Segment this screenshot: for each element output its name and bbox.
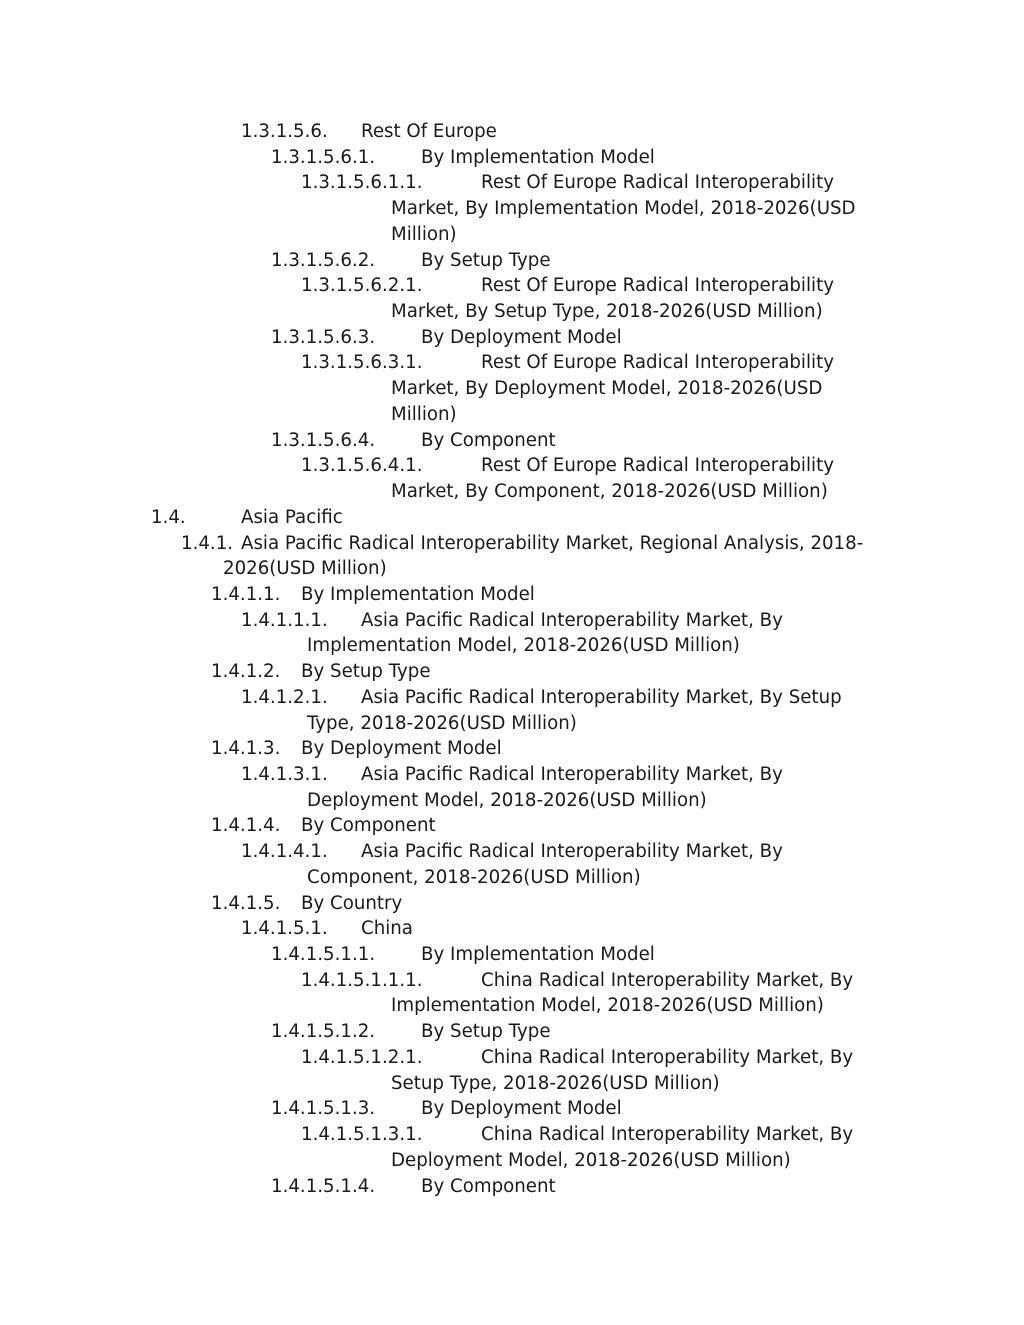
toc-entry-title-continuation: Implementation Model, 2018-2026(USD Million) xyxy=(307,635,740,657)
toc-entry-title-continuation: Market, By Setup Type, 2018-2026(USD Million) xyxy=(391,301,823,323)
toc-entry-title-continuation: 2026(USD Million) xyxy=(223,558,387,580)
toc-entry-title: By Setup Type xyxy=(301,661,431,683)
toc-entry-number: 1.4.1.5.1.1.1. xyxy=(301,969,423,991)
toc-entry-title: Rest Of Europe Radical Interoperability xyxy=(481,172,834,194)
toc-entry-number: 1.4.1.5.1.4. xyxy=(271,1175,376,1197)
toc-entry-title: By Component xyxy=(421,429,556,451)
toc-entry-title: By Deployment Model xyxy=(421,1098,622,1120)
toc-entry-title: By Setup Type xyxy=(421,249,551,271)
toc-entry-title: China Radical Interoperability Market, By xyxy=(481,969,854,991)
toc-entry-number: 1.4.1.2.1. xyxy=(241,686,328,708)
toc-entry-title-continuation: Deployment Model, 2018-2026(USD Million) xyxy=(307,789,707,811)
toc-entry-number: 1.4. xyxy=(151,506,186,528)
toc-entry-title-continuation: Deployment Model, 2018-2026(USD Million) xyxy=(391,1149,791,1171)
toc-entry-number: 1.4.1.5.1. xyxy=(241,918,328,940)
toc-entry-title: By Deployment Model xyxy=(421,326,622,348)
toc-entry-title: Rest Of Europe xyxy=(361,121,497,142)
toc-entry-title: Asia Pacific xyxy=(241,506,343,528)
toc-entry-number: 1.4.1.5.1.2. xyxy=(271,1021,376,1043)
toc-entry-number: 1.4.1.3.1. xyxy=(241,764,328,785)
toc-entry-title-continuation: Component, 2018-2026(USD Million) xyxy=(307,866,641,888)
toc-entry-number: 1.4.1.4.1. xyxy=(241,841,328,863)
toc-entry-number: 1.3.1.5.6.1. xyxy=(271,146,376,168)
toc-entry-title-continuation: Million) xyxy=(391,403,457,425)
toc-entry-number: 1.4.1. xyxy=(181,532,234,554)
toc-entry-number: 1.4.1.5. xyxy=(211,892,281,914)
toc-entry-number: 1.4.1.5.1.3.1. xyxy=(301,1124,423,1146)
toc-entry-title: By Setup Type xyxy=(421,1021,551,1043)
toc-entry-number: 1.4.1.5.1.2.1. xyxy=(301,1046,423,1068)
toc-entry-number: 1.4.1.5.1.3. xyxy=(271,1098,376,1120)
toc-entry-number: 1.3.1.5.6.3. xyxy=(271,326,376,348)
toc-entry-number: 1.4.1.3. xyxy=(211,738,281,760)
toc-entry-title: Rest Of Europe Radical Interoperability xyxy=(481,275,834,297)
toc-entry-title: Rest Of Europe Radical Interoperability xyxy=(481,352,834,374)
toc-entry-title: China Radical Interoperability Market, By xyxy=(481,1124,854,1146)
toc-entry-number: 1.3.1.5.6.4.1. xyxy=(301,455,423,477)
toc-entry-number: 1.3.1.5.6.1.1. xyxy=(301,172,423,194)
toc-entry-title: China xyxy=(361,918,413,940)
toc-entry-title: By Country xyxy=(301,892,403,914)
toc-entry-title-continuation: Implementation Model, 2018-2026(USD Million) xyxy=(391,995,824,1017)
toc-entry-title: Asia Pacific Radical Interoperability Market, By xyxy=(361,841,783,863)
toc-entry-title: Asia Pacific Radical Interoperability Market, Regional Analysis, 2018- xyxy=(241,532,864,554)
toc-entry-title: By Component xyxy=(421,1175,556,1197)
toc-entry-title-continuation: Market, By Implementation Model, 2018-2026(USD xyxy=(391,198,856,220)
toc-entry-title: By Implementation Model xyxy=(301,583,535,605)
toc-entry-number: 1.3.1.5.6.2. xyxy=(271,249,376,271)
toc-entry-title-continuation: Setup Type, 2018-2026(USD Million) xyxy=(391,1072,720,1094)
toc-entry-title: Asia Pacific Radical Interoperability Market, By xyxy=(361,609,783,631)
toc-entry-title-continuation: Million) xyxy=(391,223,457,245)
toc-entry-title: Rest Of Europe Radical Interoperability xyxy=(481,455,834,477)
toc-entry-title: Asia Pacific Radical Interoperability Market, By xyxy=(361,764,783,785)
toc-entry-number: 1.3.1.5.6.3.1. xyxy=(301,352,423,374)
toc-entry-title-continuation: Type, 2018-2026(USD Million) xyxy=(307,712,577,734)
toc-entry-number: 1.3.1.5.6.2.1. xyxy=(301,275,423,297)
toc-entry-title: By Deployment Model xyxy=(301,738,502,760)
toc-entry-title: Asia Pacific Radical Interoperability Market, By Setup xyxy=(361,686,842,708)
toc-entry-title-continuation: Market, By Deployment Model, 2018-2026(USD xyxy=(391,378,823,400)
toc-entry-title: By Implementation Model xyxy=(421,146,655,168)
toc-entry-number: 1.4.1.1.1. xyxy=(241,609,328,631)
toc-entry-title: By Component xyxy=(301,815,436,837)
toc-entry-number: 1.3.1.5.6.4. xyxy=(271,429,376,451)
toc-entry-number: 1.4.1.1. xyxy=(211,583,281,605)
toc-entry-title: China Radical Interoperability Market, By xyxy=(481,1046,854,1068)
toc-entry-number: 1.4.1.2. xyxy=(211,661,281,683)
toc-entry-number: 1.3.1.5.6. xyxy=(241,121,328,142)
toc-entry-title-continuation: Market, By Component, 2018-2026(USD Million) xyxy=(391,481,828,503)
toc-entry-number: 1.4.1.5.1.1. xyxy=(271,944,376,966)
toc-entry-title: By Implementation Model xyxy=(421,944,655,966)
toc-entry-number: 1.4.1.4. xyxy=(211,815,281,837)
